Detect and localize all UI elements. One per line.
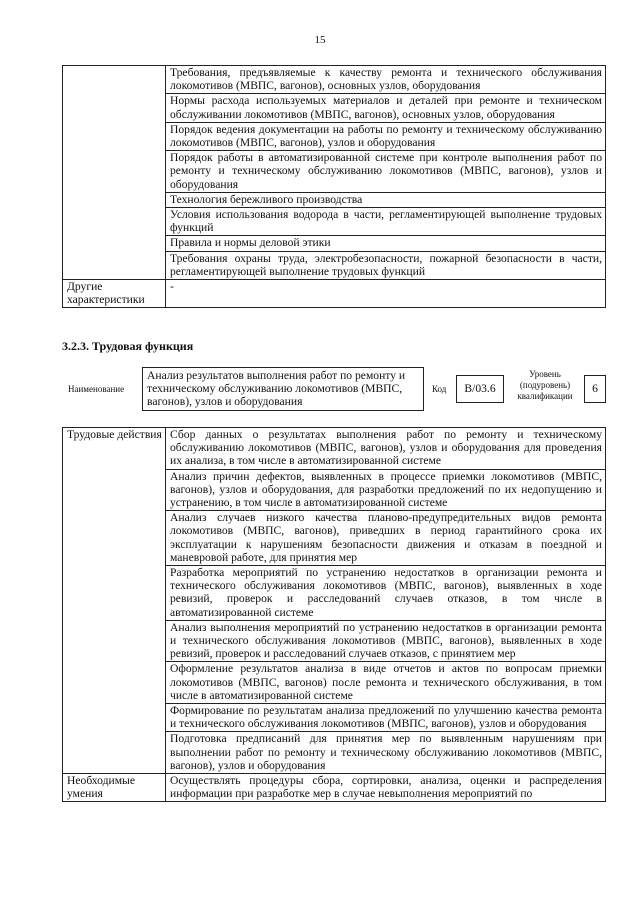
labor-actions-label: Трудовые действия [63, 428, 166, 774]
knowledge-item: Порядок работы в автоматизированной системе при контроле выполнения работ по ремонту и техническому обслуживанию локомотивов (МВПС, вагонов), узлов и оборудования [166, 151, 606, 193]
table-row [63, 774, 606, 802]
knowledge-label-cell [63, 66, 166, 280]
code-label: Код [432, 384, 447, 394]
level-value-box: 6 [584, 375, 606, 403]
labor-action-item: Разработка мероприятий по устранению недостатков в организации ремонта и технического обслуживания локомотивов (МВПС, вагонов), выявленных в ходе ревизий, проверок и расследований случаев отказов, в том числе в автоматизированной системе [166, 566, 606, 621]
labor-actions-table [62, 427, 606, 802]
other-characteristics-label: Другие характеристики [63, 280, 166, 308]
labor-action-item: Оформление результатов анализа в виде отчетов и актов по вопросам приемки локомотивов (МВПС, вагонов) после ремонта и технического обслуживания, в том числе в автоматизированной системе [166, 662, 606, 704]
knowledge-item: Требования охраны труда, электробезопасности, пожарной безопасности в части, регламентирующей выполнение трудовых функций [166, 251, 606, 279]
labor-action-item: Анализ причин дефектов, выявленных в процессе приемки локомотивов (МВПС, вагонов), узлов и оборудования, для разработки предложений по их недопущению и устранению, в том числе в автоматизированной системе [166, 469, 606, 511]
table-row [63, 280, 606, 308]
name-label: Наименование [68, 384, 125, 394]
level-label: Уровень (подуровень) квалификации [517, 369, 573, 401]
required-knowledge-table [62, 65, 606, 308]
page-number: 15 [314, 34, 326, 46]
knowledge-item: Технология бережливого производства [166, 192, 606, 207]
knowledge-item: Нормы расхода используемых материалов и деталей при ремонте и техническом обслуживании локомотивов (МВПС, вагонов), основных узлов, оборудования [166, 94, 606, 122]
labor-action-item: Сбор данных о результатах выполнения работ по ремонту и техническому обслуживанию локомотивов (МВПС, вагонов), узлов и оборудования для проведения их анализа, в том числе в автоматизированной системе [166, 428, 606, 470]
labor-action-item: Анализ выполнения мероприятий по устранению недостатков в организации ремонта и технического обслуживания локомотивов (МВПС, вагонов), выявленных в ходе ревизий, проверок и расследований случаев отказов, с принятием мер [166, 620, 606, 662]
section-heading: 3.2.3. Трудовая функция [62, 339, 194, 353]
required-skill-item: Осуществлять процедуры сбора, сортировки, анализа, оценки и распределения информации при разработке мер в случае невыполнения мероприятий по [166, 774, 606, 802]
table-row [63, 66, 606, 94]
function-name-box: Анализ результатов выполнения работ по ремонту и техническому обслуживанию локомотивов (МВПС, вагонов), узлов и оборудования [142, 367, 424, 411]
required-skills-label: Необходимые умения [63, 774, 166, 802]
other-characteristics-value: - [166, 280, 606, 308]
labor-action-item: Анализ случаев низкого качества планово-предупредительных видов ремонта локомотивов (МВПС, вагонов), приведших в период гарантийного срока их эксплуатации к нарушениям безопасности движения и отказам в поездной и маневровой работе, для принятия мер [166, 511, 606, 566]
table-row [63, 428, 606, 470]
knowledge-item: Порядок ведения документации на работы по ремонту и техническому обслуживанию локомотивов (МВПС, вагонов), узлов и оборудования [166, 122, 606, 150]
function-code-box: В/03.6 [456, 375, 504, 403]
labor-action-item: Формирование по результатам анализа предложений по улучшению качества ремонта и технического обслуживания локомотивов (МВПС, вагонов), узлов и оборудования [166, 704, 606, 732]
knowledge-item: Правила и нормы деловой этики [166, 236, 606, 251]
knowledge-item: Условия использования водорода в части, регламентирующей выполнение трудовых функций [166, 208, 606, 236]
function-header [62, 365, 606, 413]
labor-action-item: Подготовка предписаний для принятия мер по выявленным нарушениям при выполнении работ по ремонту и техническому обслуживанию локомотивов (МВПС, вагонов), узлов и оборудования [166, 732, 606, 774]
knowledge-item: Требования, предъявляемые к качеству ремонта и технического обслуживания локомотивов (МВПС, вагонов), основных узлов, оборудования [166, 66, 606, 94]
